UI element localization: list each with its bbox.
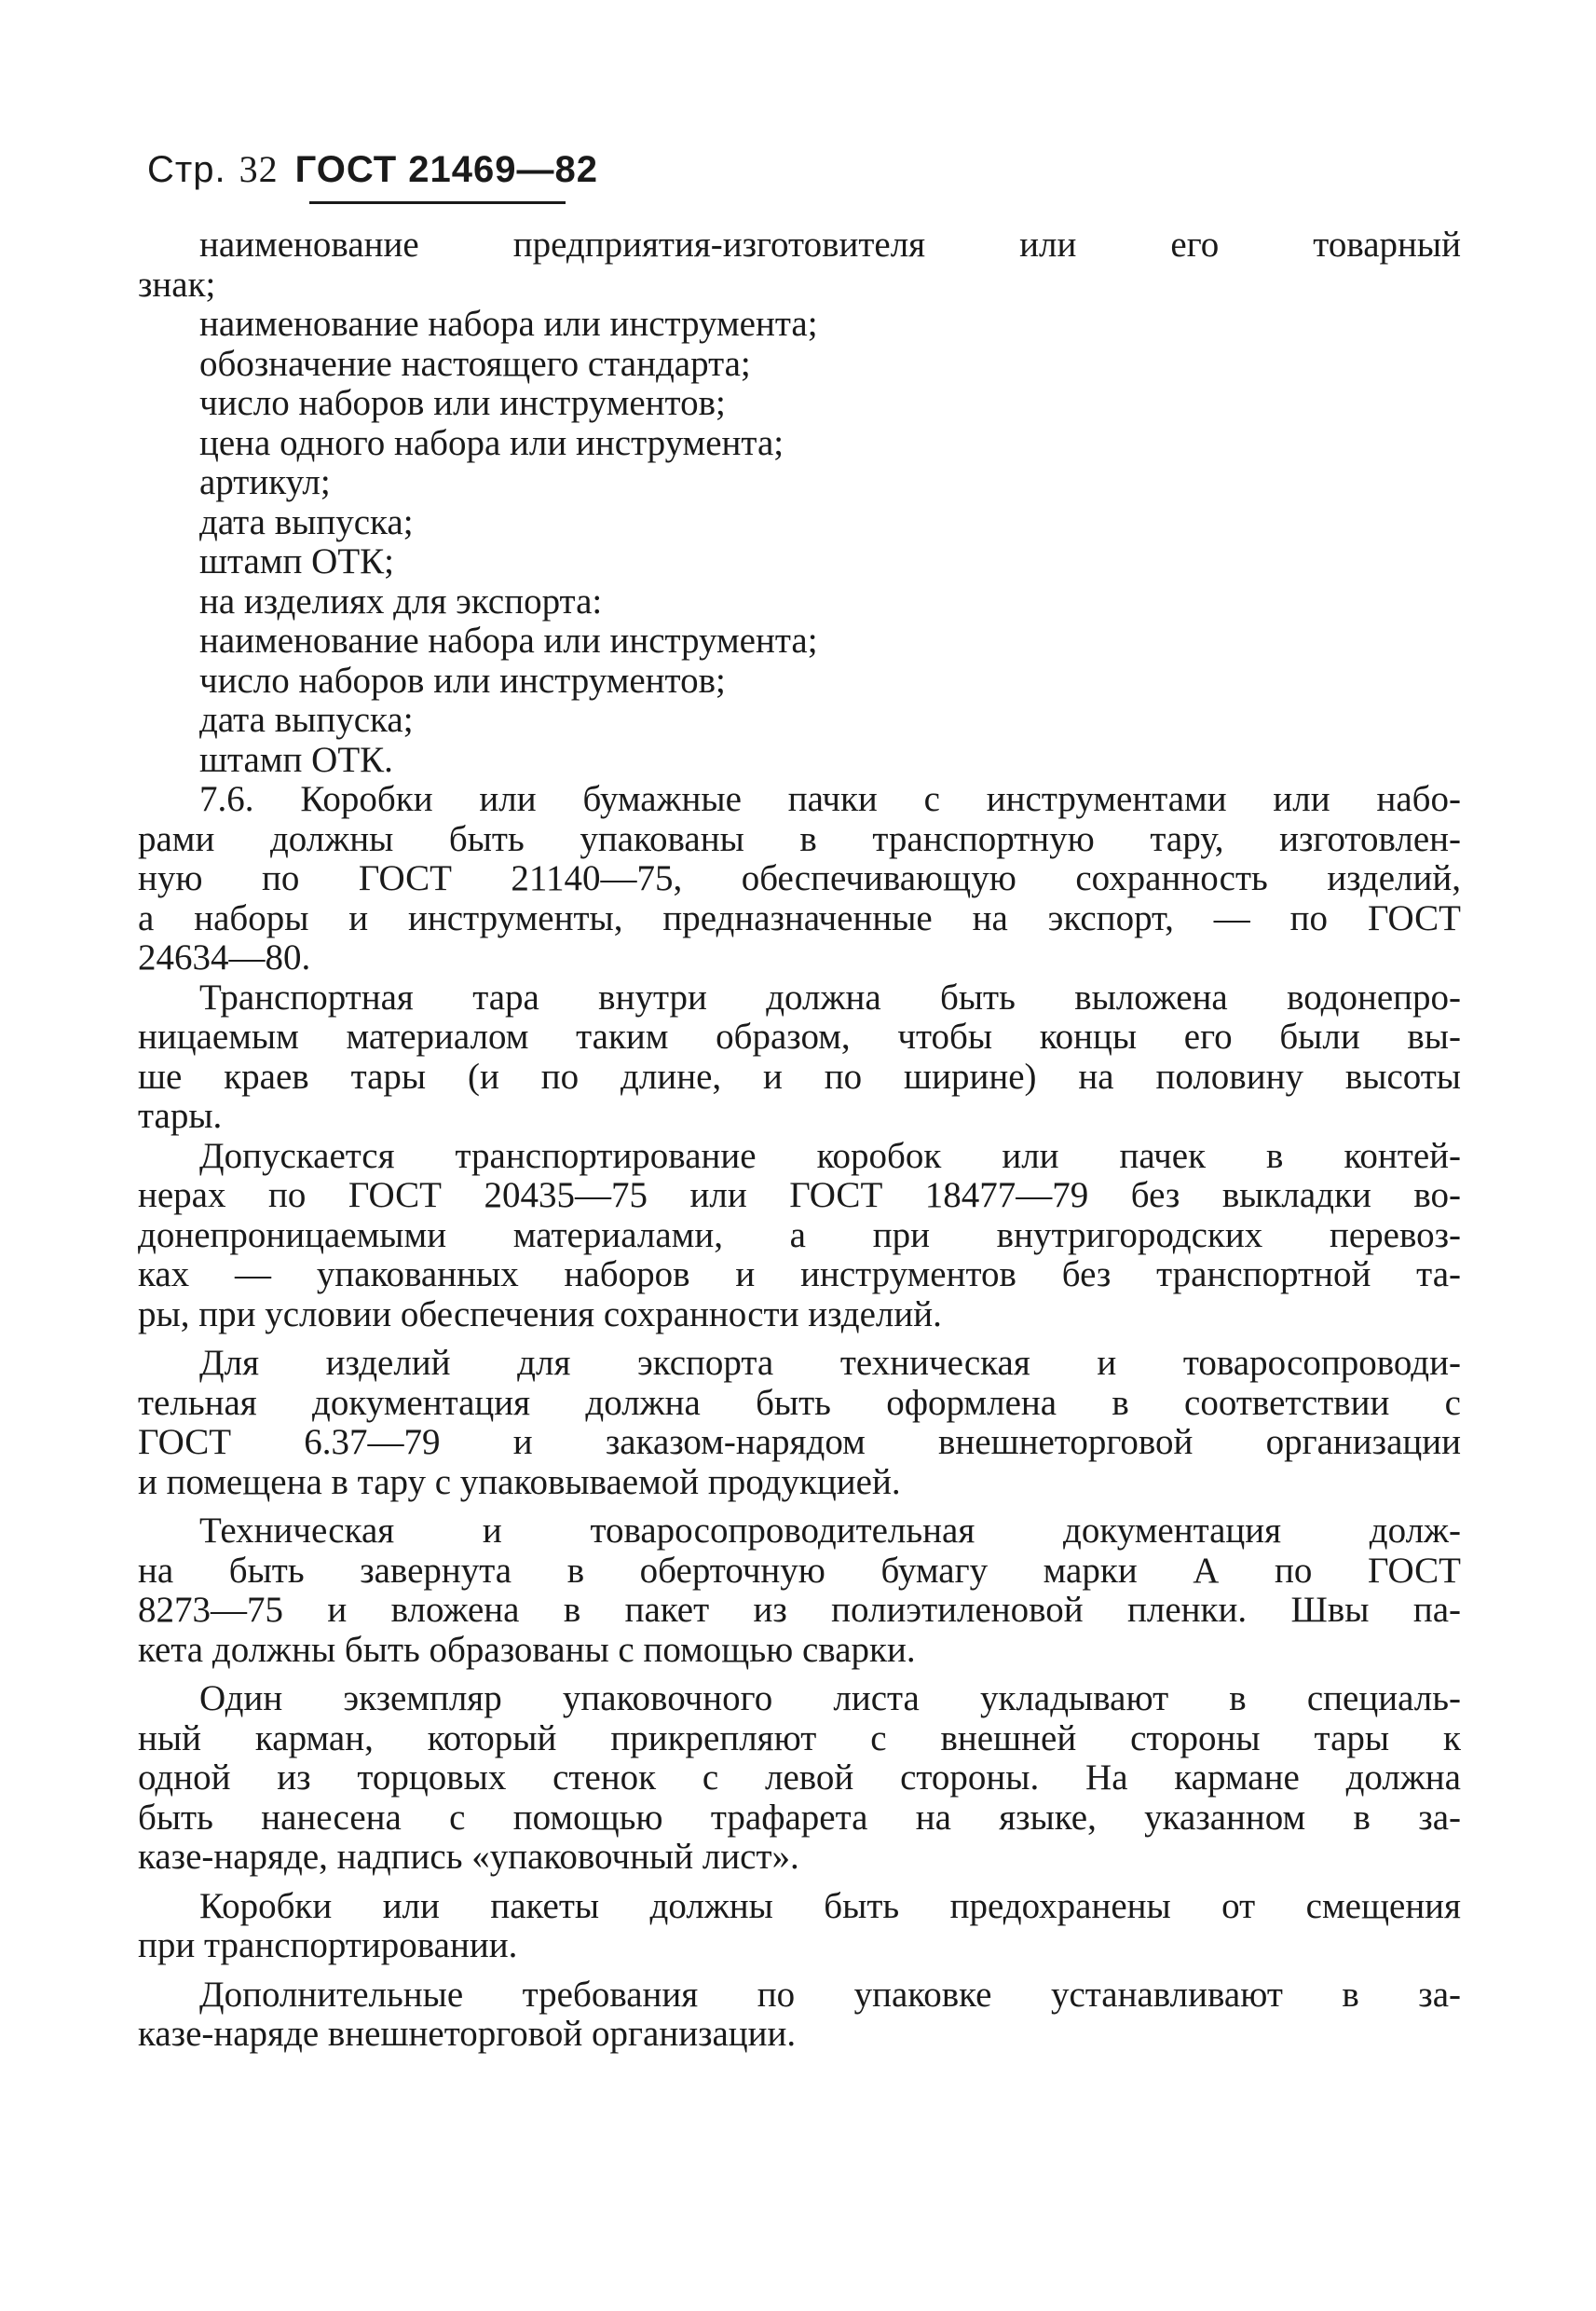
text-line: ры, при условии обеспечения сохранности изделий. [138, 1293, 942, 1334]
text-line: Коробки или пакеты должны быть предохранены от смещения [199, 1885, 1461, 1926]
text-line: ках — упакованных наборов и инструментов без транспортной та- [138, 1254, 1461, 1294]
text-line: наименование предприятия-изготовителя или его товарный [199, 225, 1461, 265]
text-line: казе-наряде внешнеторговой организации. [138, 2014, 797, 2054]
text-line: ницаемым материалом таким образом, чтобы концы его были вы- [138, 1017, 1461, 1057]
text-line: знак; [138, 264, 216, 305]
page-number: 32 [239, 148, 279, 190]
header-rule [309, 201, 566, 204]
text-line: Допускается транспортирование коробок или пачек в контей- [199, 1135, 1461, 1176]
text-line: Транспортная тара внутри должна быть выложена водонепро- [199, 977, 1461, 1018]
text-line: Техническая и товаросопроводительная документация долж- [199, 1511, 1461, 1551]
list-item: число наборов или инструментов; [199, 660, 726, 701]
standard-designation: ГОСТ 21469—82 [294, 149, 598, 190]
text-line: Для изделий для экспорта техническая и товаросопроводи- [199, 1343, 1461, 1383]
text-line: при транспортировании. [138, 1925, 518, 1965]
list-item: цена одного набора или инструмента; [199, 422, 784, 463]
text-line: 8273—75 и вложена в пакет из полиэтиленовой пленки. Швы па- [138, 1590, 1461, 1630]
page-prefix: Стр. [147, 149, 226, 190]
text-line: 24634—80. [138, 937, 311, 978]
text-line: донепроницаемыми материалами, а при внутригородских перевоз- [138, 1214, 1461, 1255]
list-item: на изделиях для экспорта: [199, 581, 603, 622]
list-item: штамп ОТК. [199, 739, 393, 780]
list-item: обозначение настоящего стандарта; [199, 343, 751, 384]
text-line: ный карман, который прикрепляют с внешней стороны тары к [138, 1717, 1461, 1758]
list-item: наименование набора или инструмента; [199, 304, 818, 344]
text-line: Один экземпляр упаковочного листа укладывают в специаль- [199, 1678, 1461, 1718]
list-item: артикул; [199, 462, 331, 502]
list-item: дата выпуска; [199, 700, 414, 740]
text-line: казе-наряде, надпись «упаковочный лист». [138, 1837, 799, 1877]
text-line: нерах по ГОСТ 20435—75 или ГОСТ 18477—79 без выкладки во- [138, 1175, 1461, 1215]
list-item: наименование набора или инструмента; [199, 621, 818, 661]
document-body [138, 226, 1461, 2055]
text-line: ную по ГОСТ 21140—75, обеспечивающую сохранность изделий, [138, 858, 1461, 898]
text-line: ше краев тары (и по длине, и по ширине) на половину высоты [138, 1056, 1461, 1097]
text-line: быть нанесена с помощью трафарета на языке, указанном в за- [138, 1797, 1461, 1838]
text-line: одной из торцовых стенок с левой стороны. На кармане должна [138, 1757, 1461, 1798]
list-item: число наборов или инструментов; [199, 383, 726, 423]
page-header [147, 147, 598, 191]
text-line: а наборы и инструменты, предназначенные на экспорт, — по ГОСТ [138, 897, 1461, 938]
text-line: и помещена в тару с упаковываемой продукцией. [138, 1461, 901, 1502]
text-line: 7.6. Коробки или бумажные пачки с инструментами или набо- [199, 779, 1461, 819]
text-line: тары. [138, 1096, 223, 1136]
text-line: ГОСТ 6.37—79 и заказом-нарядом внешнеторговой организации [138, 1422, 1461, 1462]
text-line: на быть завернута в оберточную бумагу марки А по ГОСТ [138, 1550, 1461, 1591]
list-item: штамп ОТК; [199, 541, 394, 581]
text-line: Дополнительные требования по упаковке устанавливают в за- [199, 1974, 1461, 2015]
text-line: тельная документация должна быть оформлена в соответствии с [138, 1382, 1461, 1423]
text-line: кета должны быть образованы с помощью сварки. [138, 1629, 916, 1670]
text-line: рами должны быть упакованы в транспортную тару, изготовлен- [138, 818, 1461, 859]
list-item: дата выпуска; [199, 501, 414, 542]
